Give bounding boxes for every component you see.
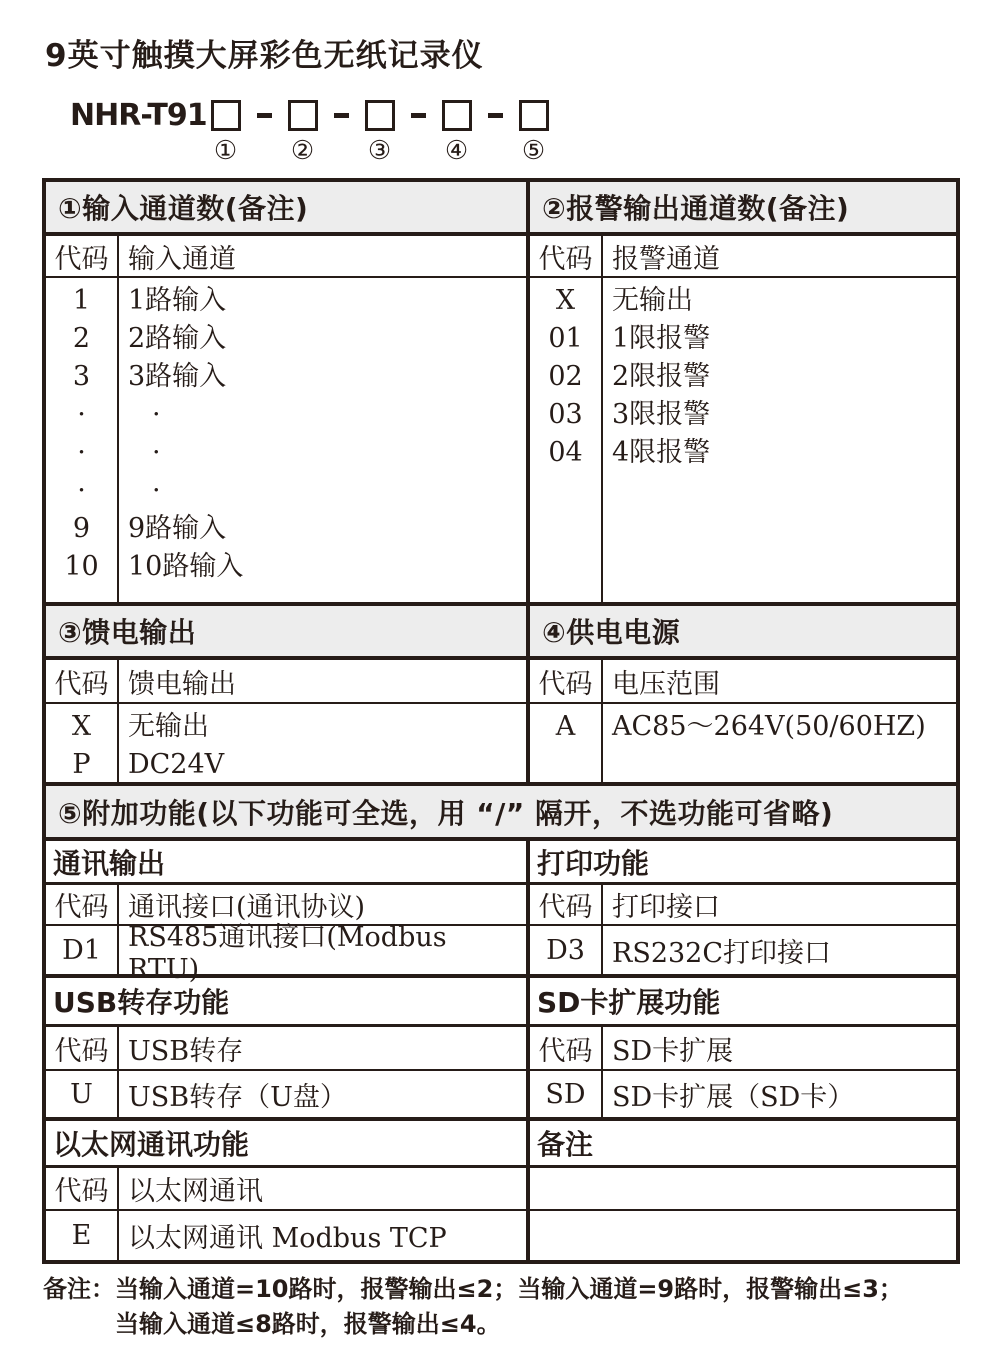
desc-value: 4限报警 bbox=[612, 437, 711, 468]
sub1-title-row bbox=[46, 837, 956, 882]
remark-title: 备注 bbox=[537, 1128, 594, 1161]
s2-code-cell bbox=[530, 278, 603, 602]
model-code-box bbox=[211, 100, 241, 131]
model-code-box bbox=[365, 100, 395, 131]
print-function-title: 打印功能 bbox=[537, 846, 650, 880]
circled-number: ② bbox=[290, 136, 315, 166]
desc-value: 3路输入 bbox=[128, 361, 227, 392]
sub1-data-row bbox=[46, 922, 956, 985]
code-value: 10 bbox=[64, 551, 99, 582]
desc-value: 以太网通讯 Modbus TCP bbox=[128, 1223, 447, 1254]
s1-code-column-header: 代码 bbox=[46, 236, 119, 276]
code-value: 2 bbox=[72, 323, 91, 354]
code-value: 03 bbox=[548, 399, 583, 430]
footnote-line-1 bbox=[43, 1272, 903, 1307]
code-value: D1 bbox=[46, 926, 119, 974]
code-value: 04 bbox=[548, 437, 583, 468]
model-code-box bbox=[288, 100, 318, 131]
remark-empty-cell bbox=[530, 1211, 956, 1260]
s4-desc-cell bbox=[603, 704, 956, 782]
desc-value: 2路输入 bbox=[128, 323, 227, 354]
model-slot-1 bbox=[210, 100, 242, 164]
print-code-column-header: 代码 bbox=[530, 885, 603, 924]
sub2-data-row bbox=[46, 1069, 956, 1117]
ellipsis-dot: · bbox=[77, 475, 86, 506]
sub3-data-row bbox=[46, 1209, 956, 1260]
s1-desc-cell bbox=[119, 278, 526, 602]
desc-value: 1路输入 bbox=[128, 285, 227, 316]
ordering-table bbox=[42, 178, 960, 1264]
s2-desc-column-header: 报警通道 bbox=[612, 243, 720, 275]
usb-code-column-header: 代码 bbox=[46, 1027, 119, 1069]
model-slot-4 bbox=[441, 100, 473, 164]
ellipsis-dot: · bbox=[152, 475, 161, 506]
desc-value: AC85～264V(50/60HZ) bbox=[612, 711, 926, 742]
code-value: 3 bbox=[72, 361, 91, 392]
code-value: X bbox=[555, 285, 576, 316]
comm-code-column-header: 代码 bbox=[46, 885, 119, 924]
model-prefix: NHR-T91 bbox=[70, 98, 207, 133]
model-code-box bbox=[519, 100, 549, 131]
sub3-title-row bbox=[46, 1117, 956, 1165]
sd-desc-column-header: SD卡扩展 bbox=[612, 1035, 734, 1067]
dash-separator bbox=[488, 113, 503, 118]
usb-function-title: USB转存功能 bbox=[46, 978, 530, 1024]
s4-code-column-header: 代码 bbox=[530, 660, 603, 702]
section-5-title: ⑤附加功能(以下功能可全选，用 “/” 隔开，不选功能可省略) bbox=[58, 796, 834, 830]
model-code-box bbox=[442, 100, 472, 131]
code-value: A bbox=[555, 711, 576, 742]
section-1-title: ①输入通道数(备注) bbox=[46, 182, 530, 232]
desc-value: 3限报警 bbox=[612, 399, 711, 430]
section-3-4-column-header-row bbox=[46, 656, 956, 702]
sd-code-column-header: 代码 bbox=[530, 1027, 603, 1069]
desc-value: 2限报警 bbox=[612, 361, 711, 392]
section-1-2-header-row bbox=[46, 182, 956, 232]
desc-value: USB转存（U盘） bbox=[128, 1081, 347, 1113]
model-slot-2 bbox=[287, 100, 319, 164]
s3-code-cell bbox=[46, 704, 119, 782]
desc-value: RS232C打印接口 bbox=[612, 937, 832, 969]
s2-desc-cell bbox=[603, 278, 956, 602]
model-number-line bbox=[70, 100, 550, 164]
comm-desc-column-header: 通讯接口(通讯协议) bbox=[128, 892, 366, 923]
print-desc-column-header: 打印接口 bbox=[612, 892, 720, 923]
footnote-text-1: 当输入通道=10路时，报警输出≤2；当输入通道=9路时，报警输出≤3； bbox=[115, 1275, 903, 1303]
sub2-column-header-row bbox=[46, 1024, 956, 1069]
circled-number: ⑤ bbox=[521, 136, 546, 166]
dash-separator bbox=[411, 113, 426, 118]
code-value: P bbox=[72, 749, 91, 780]
circled-number: ① bbox=[213, 136, 238, 166]
sub3-column-header-row bbox=[46, 1165, 956, 1209]
code-value: SD bbox=[530, 1071, 603, 1117]
dash-separator bbox=[257, 113, 272, 118]
code-value: X bbox=[71, 711, 92, 742]
s1-desc-column-header: 输入通道 bbox=[128, 243, 236, 275]
ethernet-code-column-header: 代码 bbox=[46, 1168, 119, 1209]
section-4-title: ④供电电源 bbox=[542, 616, 681, 649]
desc-value: 1限报警 bbox=[612, 323, 711, 354]
section-3-4-data-row bbox=[46, 702, 956, 782]
s2-code-column-header: 代码 bbox=[530, 236, 603, 276]
desc-value: SD卡扩展（SD卡） bbox=[612, 1081, 855, 1113]
code-value: D3 bbox=[530, 926, 603, 974]
ellipsis-dot: · bbox=[77, 437, 86, 468]
footnote bbox=[43, 1272, 903, 1342]
ellipsis-dot: · bbox=[77, 399, 86, 430]
section-3-4-header-row bbox=[46, 602, 956, 656]
code-value: 1 bbox=[72, 285, 91, 316]
remark-empty-cell bbox=[530, 1168, 956, 1209]
s3-code-column-header: 代码 bbox=[46, 660, 119, 702]
ethernet-function-title: 以太网通讯功能 bbox=[46, 1121, 530, 1165]
s4-code-cell bbox=[530, 704, 603, 782]
s3-desc-column-header: 馈电输出 bbox=[128, 668, 236, 700]
code-value: 9 bbox=[72, 513, 91, 544]
model-slot-3 bbox=[364, 100, 396, 164]
code-value: 01 bbox=[548, 323, 583, 354]
ethernet-desc-column-header: 以太网通讯 bbox=[128, 1176, 263, 1207]
desc-value: RS485通讯接口(Modbus RTU) bbox=[128, 922, 447, 985]
circled-number: ③ bbox=[367, 136, 392, 166]
code-value: E bbox=[46, 1211, 119, 1260]
section-1-2-data-row bbox=[46, 276, 956, 602]
desc-value: 无输出 bbox=[128, 711, 209, 742]
section-3-title: ③馈电输出 bbox=[46, 606, 530, 656]
sd-function-title: SD卡扩展功能 bbox=[537, 986, 721, 1019]
section-2-title: ②报警输出通道数(备注) bbox=[542, 192, 850, 225]
desc-value: 10路输入 bbox=[128, 551, 244, 582]
s4-desc-column-header: 电压范围 bbox=[612, 668, 720, 700]
model-slot-5 bbox=[518, 100, 550, 164]
dash-separator bbox=[334, 113, 349, 118]
footnote-label: 备注： bbox=[43, 1275, 115, 1303]
footnote-line-2: 当输入通道≤8路时，报警输出≤4。 bbox=[115, 1310, 501, 1338]
section-5-header-row bbox=[46, 782, 956, 837]
code-value: U bbox=[46, 1071, 119, 1117]
s1-code-cell bbox=[46, 278, 119, 602]
usb-desc-column-header: USB转存 bbox=[128, 1035, 244, 1067]
desc-value: 9路输入 bbox=[128, 513, 227, 544]
sub2-title-row bbox=[46, 974, 956, 1024]
circled-number: ④ bbox=[444, 136, 469, 166]
desc-value: 无输出 bbox=[612, 285, 693, 316]
s3-desc-cell bbox=[119, 704, 526, 782]
desc-value: DC24V bbox=[128, 749, 225, 780]
comm-output-title: 通讯输出 bbox=[46, 841, 530, 882]
ellipsis-dot: · bbox=[152, 399, 161, 430]
section-1-2-column-header-row bbox=[46, 232, 956, 276]
ellipsis-dot: · bbox=[152, 437, 161, 468]
code-value: 02 bbox=[548, 361, 583, 392]
page-title: 9英寸触摸大屏彩色无纸记录仪 bbox=[45, 38, 484, 74]
